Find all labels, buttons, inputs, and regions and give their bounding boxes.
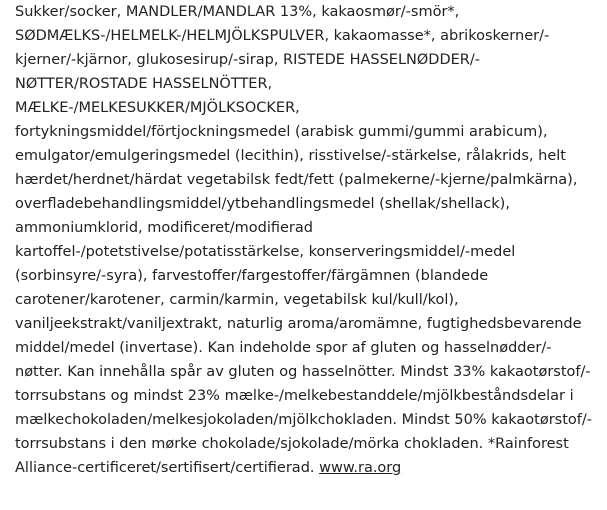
ingredients-line: carotener/karotener, carmin/karmin, vegetabilsk kul/kull/kol), — [15, 292, 459, 308]
certification-text: Alliance-certificeret/sertifisert/certifierad. — [15, 460, 320, 476]
ingredients-line: kjerner/-kjärnor, glukosesirup/-sirap, RISTEDE HASSELNØDDER/- — [15, 52, 480, 68]
ingredients-line: fortykningsmiddel/förtjockningsmedel (arabisk gummi/gummi arabicum), — [15, 124, 548, 140]
ingredients-line: hærdet/herdnet/härdat vegetabilsk fedt/fett (palmekerne/-kjerne/palmkärna), — [15, 172, 578, 188]
ingredients-line-last — [15, 456, 600, 480]
ingredients-line: middel/medel (invertase). Kan indeholde spor af gluten og hasselnødder/- — [15, 340, 552, 356]
ingredients-line: SØDMÆLKS-/HELMELK-/HELMJÖLKSPULVER, kakaomasse*, abrikoskerner/- — [15, 28, 550, 44]
ingredients-line: overfladebehandlingsmiddel/ytbehandlingsmedel (shellak/shellack), — [15, 196, 510, 212]
ingredients-line: kartoffel-/potetstivelse/potatisstärkelse, konserveringsmiddel/-medel — [15, 244, 516, 260]
ingredients-text — [15, 0, 600, 480]
ra-website-link[interactable]: www.ra.org — [319, 460, 402, 476]
ingredients-line: mælkechokoladen/melkesjokoladen/mjölkchokladen. Mindst 50% kakaotørstof/- — [15, 412, 593, 428]
ingredients-line: emulgator/emulgeringsmedel (lecithin), risstivelse/-stärkelse, rålakrids, helt — [15, 148, 566, 164]
ingredients-line: NØTTER/ROSTADE HASSELNÖTTER, — [15, 76, 273, 92]
ingredients-line: (sorbinsyre/-syra), farvestoffer/fargestoffer/färgämnen (blandede — [15, 268, 489, 284]
ingredients-line: torrsubstans og mindst 23% mælke-/melkebestanddele/mjölkbeståndsdelar i — [15, 388, 574, 404]
ingredients-line: Sukker/socker, MANDLER/MANDLAR 13%, kakaosmør/-smör*, — [15, 4, 460, 20]
ingredients-line: ammoniumklorid, modificeret/modifierad — [15, 220, 313, 236]
ingredients-line: MÆLKE-/MELKESUKKER/MJÖLKSOCKER, — [15, 100, 300, 116]
ingredients-line: vaniljeekstrakt/vaniljextrakt, naturlig aroma/aromämne, fugtighedsbevarende — [15, 316, 582, 332]
ingredients-line: torrsubstans i den mørke chokolade/sjokolade/mörka chokladen. *Rainforest — [15, 436, 569, 452]
ingredients-line: nøtter. Kan innehålla spår av gluten og hasselnötter. Mindst 33% kakaotørstof/- — [15, 364, 591, 380]
